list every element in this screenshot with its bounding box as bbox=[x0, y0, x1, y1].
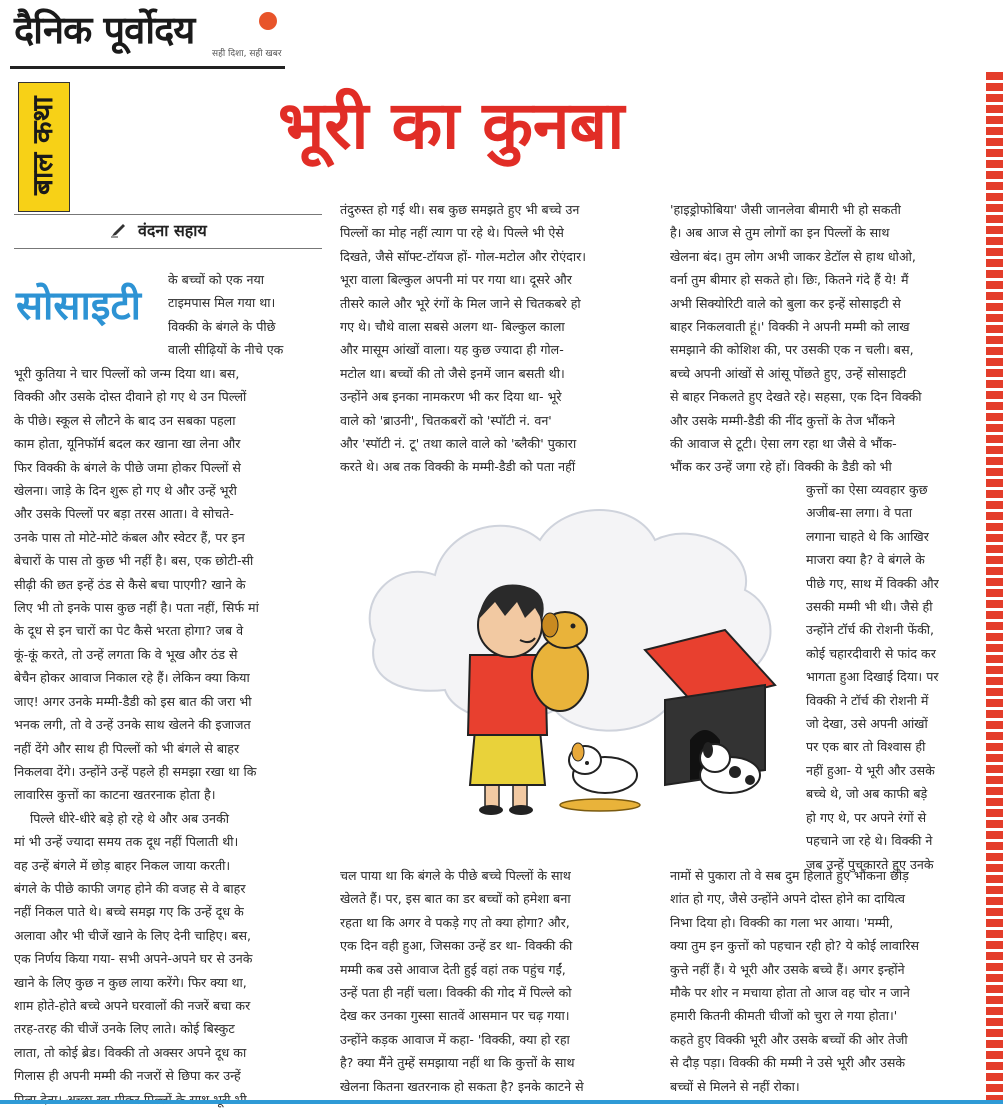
text-line: खेलना बंद। तुम लोग अभी जाकर डेटॉल से हाथ धोओ, bbox=[670, 248, 916, 264]
text-line: तरह-तरह की चीजें उनके लिए लाते। कोई बिस्कुट bbox=[14, 1021, 235, 1037]
masthead-rule bbox=[10, 66, 285, 69]
text-line: उन्होंने अब इनका नामकरण भी कर दिया था- भूरे bbox=[340, 389, 562, 405]
text-line: विक्की ने टॉर्च की रोशनी में bbox=[806, 692, 929, 708]
text-line: मां भी उन्हें ज्यादा समय तक दूध नहीं पिलाती थी। bbox=[14, 834, 239, 850]
text-line: कुत्ते नहीं हैं। ये भूरी और उसके बच्चे हैं। अगर इन्होंने bbox=[670, 961, 905, 977]
text-line: से बाहर निकलते हुए देखते रहे। सहसा, एक दिन विक्की bbox=[670, 389, 922, 405]
text-line: जाए! अगर उनके मम्मी-डैडी को इस बात की जरा भी bbox=[14, 693, 252, 709]
text-line: समझाने की कोशिश की, पर उसकी एक न चली। बस, bbox=[670, 342, 914, 358]
story-byline: वंदना सहाय bbox=[138, 221, 207, 240]
text-line: अलावा और भी चीजें खाने के लिए देनी चाहिए। बस, bbox=[14, 927, 252, 943]
text-line: भूरा वाला बिल्कुल अपनी मां पर गया था। दूसरे और bbox=[340, 272, 572, 288]
text-line: हो गए थे, पर अपने रंगों से bbox=[806, 809, 927, 825]
text-line: और उसके पिल्लों पर बड़ा तरस आता। वे सोचते- bbox=[14, 506, 234, 522]
text-line: लाता, तो कोई ब्रेड। विक्की तो अक्सर अपने दूध का bbox=[14, 1044, 247, 1060]
text-line: बेचैन होकर आवाज निकाल रहे हैं। लेकिन क्या किया bbox=[14, 670, 250, 686]
text-line: भौंक कर उन्हें जगा रहे हों। विक्की के डैडी को भी bbox=[670, 459, 892, 475]
text-line: वह उन्हें बंगले में छोड़ बाहर निकल जाया करती। bbox=[14, 857, 231, 873]
text-line: विक्की के बंगले के पीछे bbox=[168, 318, 276, 334]
text-line: काम होता, यूनिफॉर्म बदल कर खाना खा लेना और bbox=[14, 436, 241, 452]
text-line: दिखते, जैसे सॉफ्ट-टॉयज हों- गोल-मटोल और रोएंदार। bbox=[340, 248, 587, 264]
text-line: रहता था कि अगर वे पकड़े गए तो क्या होगा? और, bbox=[340, 914, 570, 930]
column-2-bottom bbox=[340, 864, 656, 1098]
text-line: है? क्या मैंने तुम्हें समझाया नहीं था कि कुत्तों के साथ bbox=[340, 1055, 575, 1071]
text-line: तंदुरुस्त हो गई थी। सब कुछ समझते हुए भी बच्चे उन bbox=[340, 202, 580, 217]
text-line: और उसके मम्मी-डैडी की नींद कुत्तों के तेज भौंकने bbox=[670, 412, 895, 428]
text-line: बच्चे थे, जो अब काफी बड़े bbox=[806, 786, 928, 802]
text-line: मटोल था। बच्चों की तो जैसे इनमें जान बसती थी। bbox=[340, 365, 565, 381]
text-line: माजरा क्या है? वे बंगले के bbox=[806, 552, 925, 568]
text-line: निकलवा देंगे। उन्होंने उन्हें पहले ही समझा रखा था कि bbox=[14, 763, 257, 779]
text-line: निभा दिया हो। विक्की का गला भर आया। 'मम्मी, bbox=[670, 914, 894, 930]
text-line: पिल्ले धीरे-धीरे बड़े हो रहे थे और अब उनकी bbox=[14, 810, 229, 826]
text-line: बच्चे अपनी आंखों से आंसू पोंछते हुए, उन्हें सोसाइटी bbox=[670, 365, 907, 381]
masthead-tagline: सही दिशा, सही खबर bbox=[212, 49, 282, 59]
pen-icon bbox=[110, 222, 128, 238]
text-line: क्या तुम इन कुत्तों को पहचान रही हो? ये कोई लावारिस bbox=[670, 938, 920, 954]
text-line: उनके पास तो मोटे-मोटे कंबल और स्वेटर हैं, पर इन bbox=[14, 529, 245, 545]
text-line: बंगले के पीछे काफी जगह होने की वजह से वे बाहर bbox=[14, 880, 246, 896]
byline-bottom-rule bbox=[14, 248, 322, 249]
text-line: शाम होते-होते बच्चे अपने घरवालों की नजरें बचा कर bbox=[14, 997, 251, 1013]
column-3-bottom bbox=[670, 864, 984, 1098]
text-line: वाले को 'ब्राउनी', चितकबरों को 'स्पॉटी नं. वन' bbox=[340, 412, 552, 428]
text-line: मम्मी कब उसे आवाज देती हुई वहां तक पहुंच गईं, bbox=[340, 961, 566, 977]
text-line: सीढ़ी की छत इन्हें ठंड से कैसे बचा पाएगी? खाने के bbox=[14, 576, 246, 592]
text-line: खाने के लिए कुछ न कुछ लाया करेंगे। फिर क्या था, bbox=[14, 974, 247, 990]
text-line: देख कर उनका गुस्सा सातवें आसमान पर चढ़ गया। bbox=[340, 1008, 570, 1024]
text-line: करते थे। अब तक विक्की के मम्मी-डैडी को पता नहीं bbox=[340, 459, 576, 475]
column-1-intro bbox=[168, 268, 326, 362]
text-line: के बच्चों को एक नया bbox=[168, 272, 265, 287]
puppy-white-icon bbox=[569, 743, 637, 793]
text-line: गए थे। चौथे वाला सबसे अलग था- बिल्कुल काला bbox=[340, 319, 565, 335]
text-line: के पीछे। स्कूल से लौटने के बाद उन सबका पहला bbox=[14, 412, 236, 428]
text-line: तीसरे काले और भूरे रंगों के मिल जाने से चितकबरे हो bbox=[340, 295, 581, 311]
text-line: और 'स्पॉटी नं. टू' तथा काले वाले को 'ब्लैकी' पुकारा bbox=[340, 436, 577, 452]
masthead-dot-icon bbox=[259, 12, 277, 30]
text-line: नामों से पुकारा तो वे सब दुम हिलाते हुए भौंकना छोड़ bbox=[670, 868, 909, 883]
text-line: विक्की और उसके दोस्त दीवाने हो गए थे उन पिल्लों bbox=[14, 389, 247, 405]
text-line: लिए भी तो इनके पास कुछ नहीं है। पता नहीं, सिर्फ मां bbox=[14, 600, 259, 616]
text-line: के दूध से इन चारों का पेट कैसे भरता होगा? जब वे bbox=[14, 623, 244, 639]
bottom-rule bbox=[0, 1100, 1003, 1104]
text-line: वाली सीढ़ियों के नीचे एक bbox=[168, 342, 284, 358]
column-3-top bbox=[670, 198, 984, 479]
text-line: से दौड़ पड़ा। विक्की की मम्मी ने उसे भूरी और उसके bbox=[670, 1055, 906, 1071]
text-line: खेलते हैं। पर, इस बात का डर बच्चों को हमेशा बना bbox=[340, 891, 571, 907]
text-line: शांत हो गए, जैसे उन्होंने अपने दोस्त होने का दायित्व bbox=[670, 891, 906, 907]
byline-top-rule bbox=[14, 214, 322, 215]
text-line: कहते हुए विक्की भूरी और उसके बच्चों की ओर तेजी bbox=[670, 1031, 908, 1047]
text-line: पर एक बार तो विश्वास ही bbox=[806, 739, 926, 755]
text-line: फिर विक्की के बंगले के पीछे जमा होकर पिल्लों से bbox=[14, 459, 241, 475]
text-line: 'हाइड्रोफोबिया' जैसी जानलेवा बीमारी भी हो सकती bbox=[670, 202, 901, 217]
masthead-logo: दैनिक पूर्वोदय bbox=[14, 8, 195, 52]
text-line: कूं-कूं करते, तो उन्हें लगता कि वे भूख और ठंड से bbox=[14, 646, 238, 662]
text-line: नहीं निकल पाते थे। बच्चे समझ गए कि उन्हें दूध के bbox=[14, 904, 244, 920]
text-line: पिल्लों का मोह नहीं त्याग पा रहे थे। पिल्ले भी ऐसे bbox=[340, 225, 564, 241]
text-line: की आवाज से टूटी। ऐसा लग रहा था जैसे वे भौंक- bbox=[670, 436, 897, 452]
text-line: पहचाने जा रहे थे। विक्की ने bbox=[806, 833, 933, 849]
story-kicker: सोसाइटी bbox=[16, 283, 141, 329]
text-line: टाइमपास मिल गया था। bbox=[168, 295, 276, 311]
text-line: भूरी कुतिया ने चार पिल्लों को जन्म दिया था। बस, bbox=[14, 366, 240, 381]
text-line: बेचारों के पास तो कुछ भी नहीं है। बस, एक छोटी-सी bbox=[14, 553, 254, 569]
text-line: लावारिस कुत्तों का काटना खतरनाक होता है। bbox=[14, 787, 216, 803]
column-2-top bbox=[340, 198, 656, 479]
text-line: कुत्तों का ऐसा व्यवहार कुछ bbox=[806, 482, 928, 497]
section-label: बाल कथा bbox=[26, 96, 59, 196]
text-line: है। अब आज से तुम लोगों का इन पिल्लों के साथ bbox=[670, 225, 890, 241]
text-line: खेलना। जाड़े के दिन शुरू हो गए थे और उन्हें भूरी bbox=[14, 483, 237, 499]
column-1-body bbox=[14, 362, 326, 1111]
text-line: नहीं देंगे और साथ ही पिल्लों को भी बंगले से बाहर bbox=[14, 740, 240, 756]
text-line: भनक लगी, तो वे उन्हें उनके साथ खेलने की इजाजत bbox=[14, 717, 251, 733]
text-line: हमारी कितनी कीमती चीजों को चुरा ले गया होता।' bbox=[670, 1008, 898, 1024]
text-line: उन्होंने टॉर्च की रोशनी फेंकी, bbox=[806, 622, 935, 638]
text-line: मौके पर शोर न मचाया होता तो आज वह चोर न जाने bbox=[670, 985, 910, 1001]
text-line: और मासूम आंखों वाला। यह कुछ ज्यादा ही गोल- bbox=[340, 342, 564, 358]
text-line: उसकी मम्मी भी थी। जैसे ही bbox=[806, 599, 933, 615]
text-line: गिलास ही अपनी मम्मी की नजरों से छिपा कर उन्हें bbox=[14, 1068, 241, 1084]
text-line: कोई चहारदीवारी से फांद कर bbox=[806, 645, 936, 661]
text-line: चल पाया था कि बंगले के पीछे बच्चे पिल्लों के साथ bbox=[340, 868, 571, 883]
column-3-wrap bbox=[806, 478, 984, 876]
text-line: भागता हुआ दिखाई दिया। पर bbox=[806, 669, 939, 685]
text-line: पीछे गए, साथ में विक्की और bbox=[806, 575, 939, 591]
story-illustration bbox=[335, 480, 795, 820]
text-line: एक दिन वही हुआ, जिसका उन्हें डर था- विक्की की bbox=[340, 938, 573, 954]
text-line: लगाना चाहते थे कि आखिर bbox=[806, 528, 929, 544]
text-line: अजीब-सा लगा। वे पता bbox=[806, 505, 913, 521]
text-line: उन्होंने कड़क आवाज में कहा- 'विक्की, क्या हो रहा bbox=[340, 1031, 570, 1047]
text-line: बाहर निकलवाती हूं।' विक्की ने अपनी मम्मी को लाख bbox=[670, 319, 910, 335]
text-line: वर्ना तुम बीमार हो सकते हो। छिः, कितने गंदे हैं ये! मैं bbox=[670, 272, 909, 288]
bowl-icon bbox=[560, 799, 640, 811]
text-line: जब उन्हें पुचकारते हुए उनके bbox=[806, 856, 934, 872]
boy-icon bbox=[468, 584, 547, 815]
text-line: खेलना कितना खतरनाक हो सकता है? इनके काटने से bbox=[340, 1078, 584, 1094]
text-line: अभी सिक्योरिटी वाले को बुला कर इन्हें सोसाइटी से bbox=[670, 295, 901, 311]
right-edge-stripe bbox=[986, 72, 1003, 1102]
text-line: बच्चों से मिलने से नहीं रोका। bbox=[670, 1078, 800, 1094]
story-headline: भूरी का कुनबा bbox=[278, 87, 625, 164]
text-line: जो देखा, उसे अपनी आंखों bbox=[806, 716, 928, 732]
text-line: उन्हें पता ही नहीं चला। विक्की की गोद में पिल्ले को bbox=[340, 985, 572, 1001]
text-line: एक निर्णय किया गया- सभी अपने-अपने घर से उनके bbox=[14, 951, 253, 967]
text-line: नहीं हुआ- ये भूरी और उसके bbox=[806, 762, 935, 778]
